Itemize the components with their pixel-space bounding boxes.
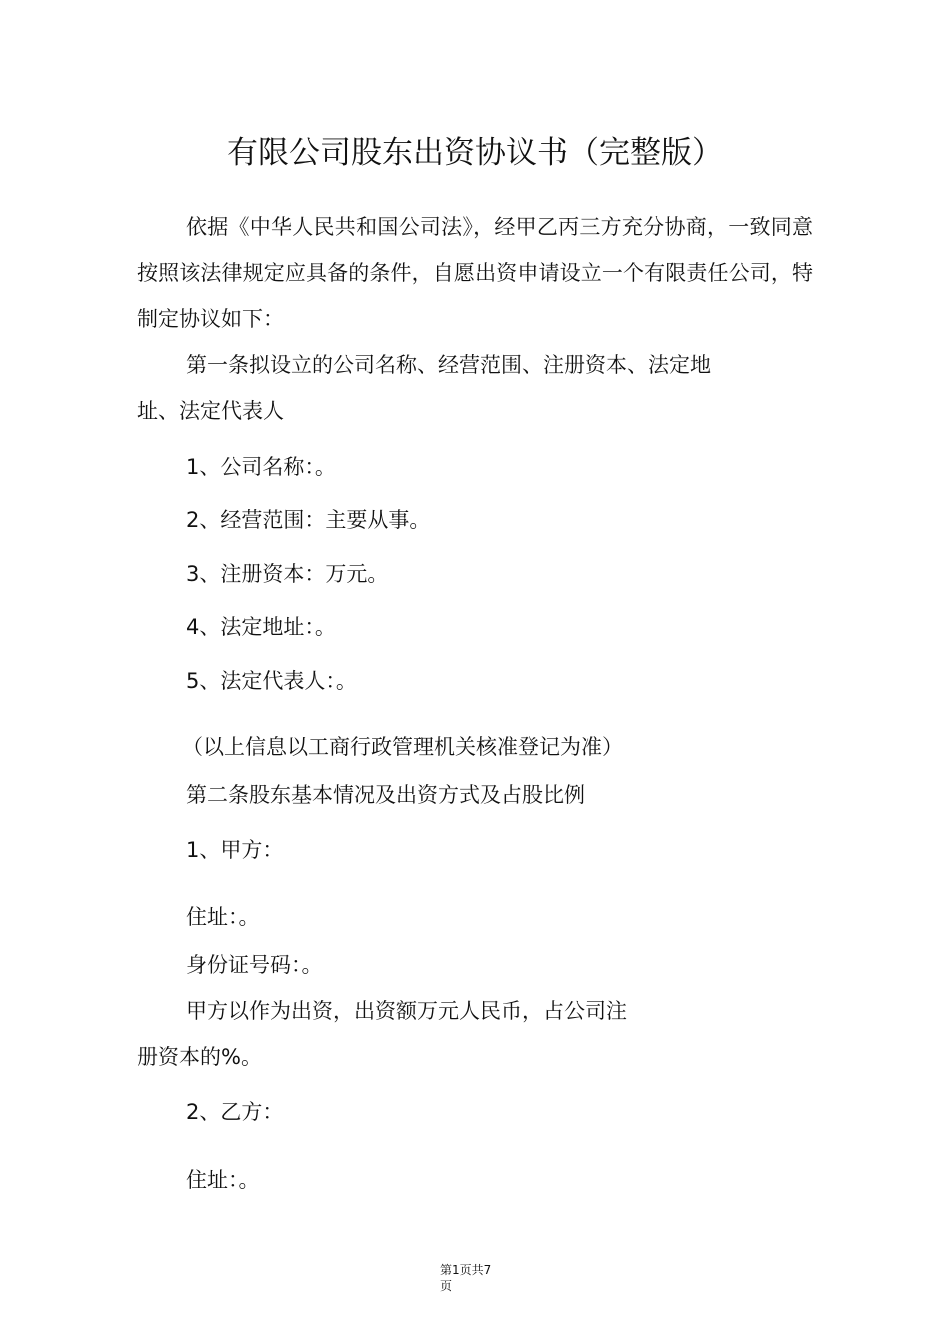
document-title: 有限公司股东出资协议书（完整版） [227, 135, 723, 171]
party-a-id-number: 身份证号码：。 [186, 953, 323, 977]
article1-heading-line2: 址、法定代表人 [137, 399, 284, 423]
article1-note: （以上信息以工商行政管理机关核准登记为准） [182, 735, 623, 759]
article1-item-legal-address: 4、法定地址：。 [186, 615, 336, 639]
article1-heading-line1: 第一条拟设立的公司名称、经营范围、注册资本、法定地 [186, 353, 711, 377]
article1-item-legal-representative: 5、法定代表人：。 [186, 669, 357, 693]
article1-item-business-scope: 2、经营范围：主要从事。 [186, 508, 431, 532]
party-b-label: 2、乙方： [186, 1100, 284, 1124]
page-number-line2: 页 [440, 1279, 453, 1293]
page-number-line1: 第1页共7 [440, 1263, 492, 1277]
party-b-address: 住址：。 [186, 1168, 260, 1192]
party-a-contribution-line1: 甲方以作为出资，出资额万元人民币，占公司注 [186, 999, 627, 1023]
article2-heading: 第二条股东基本情况及出资方式及占股比例 [186, 783, 585, 807]
party-a-contribution-line2: 册资本的%。 [137, 1045, 262, 1069]
article1-item-registered-capital: 3、注册资本：万元。 [186, 562, 389, 586]
party-a-label: 1、甲方： [186, 838, 284, 862]
party-a-address: 住址：。 [186, 905, 260, 929]
article1-item-company-name: 1、公司名称：。 [186, 455, 336, 479]
intro-paragraph: 依据《中华人民共和国公司法》，经甲乙丙三方充分协商，一致同意按照该法律规定应具备的条件，自愿出资申请设立一个有限责任公司，特制定协议如下： [137, 215, 813, 331]
